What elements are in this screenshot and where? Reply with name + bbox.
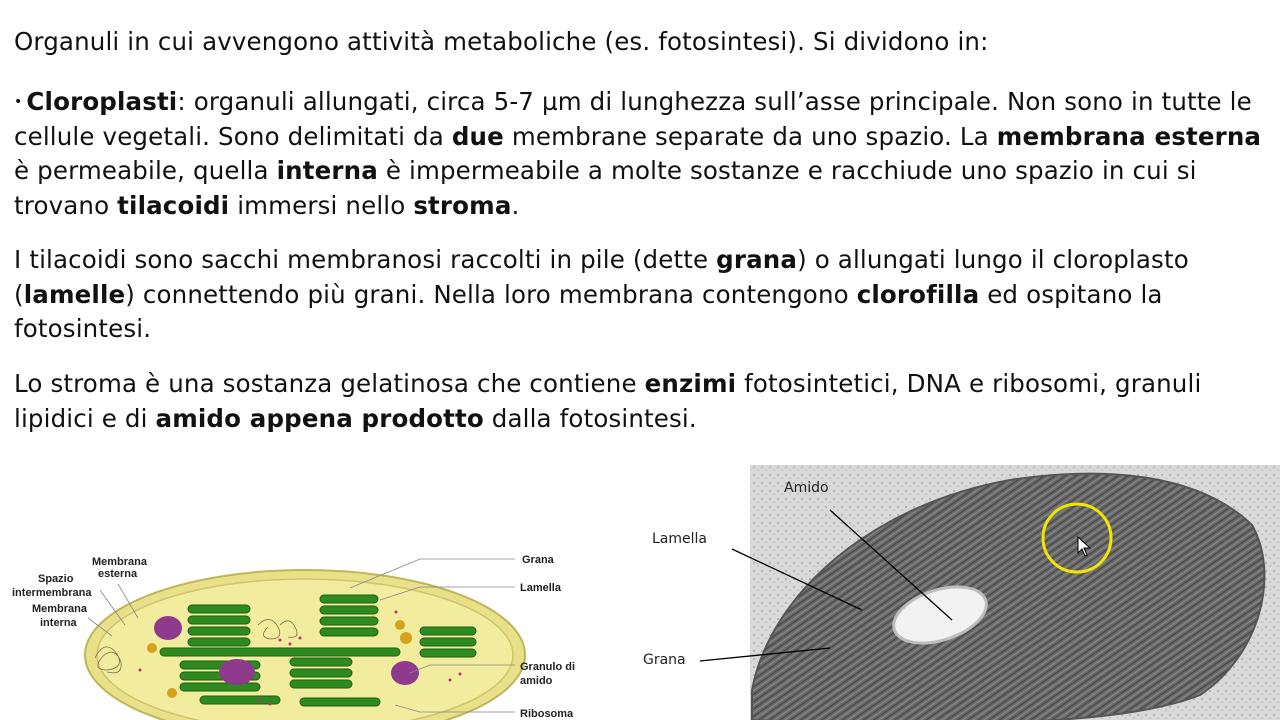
term-cloroplasti: Cloroplasti bbox=[26, 87, 178, 116]
intro-text: Organuli in cui avvengono attività metaboliche (es. fotosintesi). Si dividono in: bbox=[14, 27, 989, 56]
lipid-granule bbox=[167, 688, 177, 698]
granum-disc bbox=[420, 638, 476, 646]
starch-grain bbox=[154, 616, 182, 640]
term-interna: interna bbox=[276, 156, 378, 185]
electron-micrograph bbox=[640, 465, 1280, 720]
granum-disc bbox=[188, 616, 250, 624]
label-membrana-esterna-1: Membrana bbox=[92, 556, 148, 568]
label-lamella: Lamella bbox=[520, 582, 561, 594]
lipid-granule bbox=[147, 643, 157, 653]
granum-disc bbox=[188, 605, 250, 613]
bullet-icon: • bbox=[14, 94, 23, 110]
label-spazio-1: Spazio bbox=[38, 573, 74, 585]
label-grana-micro: Grana bbox=[643, 652, 686, 668]
label-granulo-2: amido bbox=[520, 675, 553, 687]
granum-disc bbox=[320, 595, 378, 603]
term-amido: amido appena prodotto bbox=[155, 403, 484, 433]
lamella-band bbox=[160, 648, 400, 656]
label-membrana-interna-2: interna bbox=[40, 617, 77, 629]
granum-disc bbox=[420, 627, 476, 635]
text: immersi nello bbox=[229, 190, 414, 220]
label-lamella-micro: Lamella bbox=[652, 531, 707, 547]
thylakoids-paragraph bbox=[14, 243, 1264, 347]
text: . bbox=[511, 190, 520, 220]
starch-grain bbox=[391, 661, 419, 685]
label-spazio-2: intermembrana bbox=[12, 587, 92, 599]
text: Lo stroma è una sostanza gelatinosa che contiene bbox=[14, 369, 645, 398]
granum-disc bbox=[320, 606, 378, 614]
text: : organuli allungati, circa 5-7 µm di lunghezza sull’asse principale. Non sono in tutte le cellule vegetali. Sono delimitati da bbox=[14, 87, 1252, 151]
term-lamelle: lamelle bbox=[23, 279, 126, 309]
granum-disc bbox=[300, 698, 380, 706]
text: è impermeabile a molte sostanze e racchiude uno spazio in cui si trovano bbox=[14, 156, 1197, 220]
granum-disc bbox=[320, 617, 378, 625]
term-stroma: stroma bbox=[413, 190, 512, 220]
term-due: due bbox=[451, 121, 504, 151]
text: membrane separate da uno spazio. La bbox=[503, 121, 997, 151]
intro-paragraph bbox=[14, 25, 1264, 60]
label-amido: Amido bbox=[784, 480, 829, 496]
term-clorofilla: clorofilla bbox=[856, 279, 980, 309]
text: ed ospitano la fotosintesi. bbox=[14, 279, 1163, 343]
label-membrana-interna-1: Membrana bbox=[32, 603, 88, 615]
text: dalla fotosintesi. bbox=[483, 403, 697, 433]
granum-disc bbox=[290, 669, 352, 677]
text: ) connettendo più grani. Nella loro membrana contengono bbox=[125, 279, 857, 309]
granum-disc bbox=[290, 658, 352, 666]
lipid-granule bbox=[395, 620, 405, 630]
chloroplast-diagram bbox=[0, 540, 600, 720]
text: fotosintetici, DNA e ribosomi, granuli lipidici e di bbox=[14, 369, 1202, 433]
granum-disc bbox=[188, 638, 250, 646]
text: è permeabile, quella bbox=[14, 156, 277, 185]
label-membrana-esterna-2: esterna bbox=[98, 568, 138, 580]
chloroplasts-paragraph bbox=[14, 85, 1264, 223]
granum-disc bbox=[180, 683, 260, 691]
starch-grain bbox=[219, 659, 255, 685]
term-enzimi: enzimi bbox=[644, 369, 737, 398]
label-ribosoma: Ribosoma bbox=[520, 708, 574, 720]
text: I tilacoidi sono sacchi membranosi raccolti in pile (dette bbox=[14, 245, 717, 274]
granum-disc bbox=[188, 627, 250, 635]
term-membrana-esterna: membrana esterna bbox=[996, 121, 1262, 151]
granum-disc bbox=[290, 680, 352, 688]
stroma-paragraph bbox=[14, 367, 1264, 436]
lipid-granule bbox=[400, 632, 412, 644]
term-tilacoidi: tilacoidi bbox=[117, 190, 230, 220]
label-grana: Grana bbox=[522, 554, 554, 566]
text: ) o allungati lungo il cloroplasto ( bbox=[14, 245, 1189, 309]
label-granulo-1: Granulo di bbox=[520, 661, 575, 673]
granum-disc bbox=[200, 696, 280, 704]
term-grana: grana bbox=[716, 245, 798, 274]
granum-disc bbox=[320, 628, 378, 636]
granum-disc bbox=[420, 649, 476, 657]
